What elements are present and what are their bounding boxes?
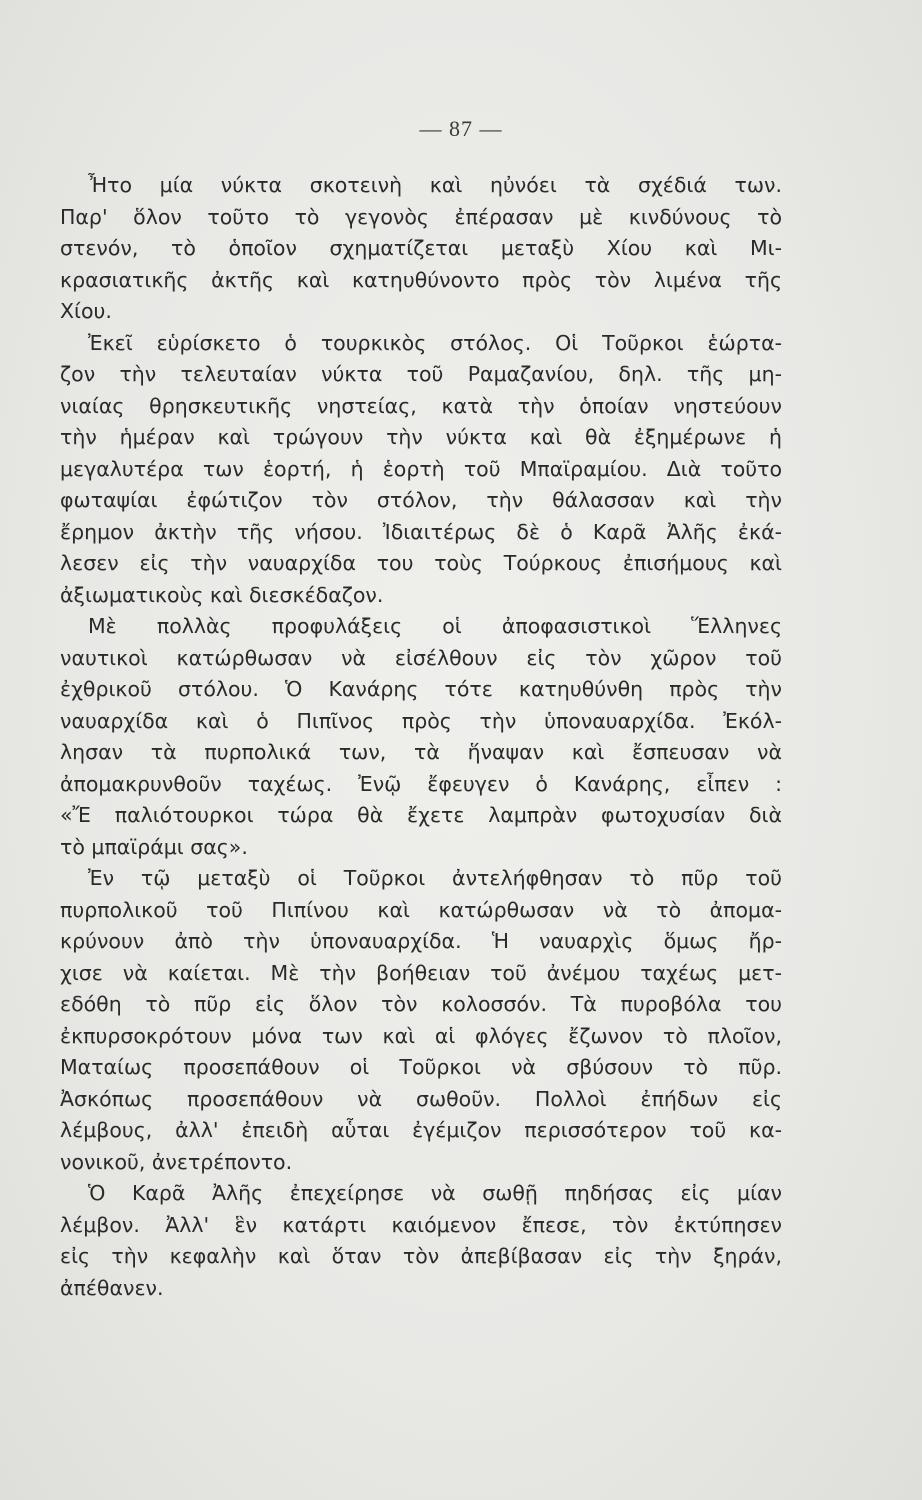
- text-line: στενόν, τὸ ὁποῖον σχηματίζεται μεταξὺ Χίου καὶ Μι-: [60, 236, 782, 260]
- text-line: Ἦτο μία νύκτα σκοτεινὴ καὶ ηὐνόει τὰ σχέδιά των.: [88, 173, 782, 197]
- text-line: «Ἔ παλιότουρκοι τώρα θὰ ἔχετε λαμπρὰν φωτοχυσίαν διὰ: [60, 803, 782, 827]
- text-line: μεγαλυτέρα των ἑορτή, ἡ ἑορτὴ τοῦ Μπαϊραμίου. Διὰ τοῦτο: [60, 456, 782, 481]
- paragraph-4: [60, 863, 782, 1178]
- text-line: ἀξιωματικοὺς καὶ διεσκέδαζον.: [60, 582, 384, 607]
- text-line: χισε νὰ καίεται. Μὲ τὴν βοήθειαν τοῦ ἀνέμου ταχέως μετ-: [60, 960, 782, 985]
- text-line: πυρπολικοῦ τοῦ Πιπίνου καὶ κατώρθωσαν νὰ τὸ ἀπομα-: [60, 897, 782, 922]
- text-line: λέμβους, ἀλλ' ἐπειδὴ αὗται ἐγέμιζον περισσότερον τοῦ κα-: [60, 1118, 782, 1142]
- paragraph-3: [60, 611, 782, 863]
- text-line: ζον τὴν τελευταίαν νύκτα τοῦ Ραμαζανίου, δηλ. τῆς μη-: [60, 362, 782, 386]
- text-line: λέμβον. Ἀλλ' ἓν κατάρτι καιόμενον ἔπεσε, τὸν ἐκτύπησεν: [60, 1212, 782, 1237]
- text-line: φωταψίαι ἐφώτιζον τὸν στόλον, τὴν θάλασσαν καὶ τὴν: [60, 488, 782, 512]
- paragraph-5: [60, 1178, 782, 1304]
- text-line: λεσεν εἰς τὴν ναυαρχίδα του τοὺς Τούρκους ἐπισήμους καὶ: [60, 551, 782, 575]
- text-line: Χίου.: [60, 299, 112, 323]
- text-line: ἐκπυρσοκρότουν μόνα των καὶ αἱ φλόγες ἔζωνον τὸ πλοῖον,: [60, 1023, 782, 1048]
- text-line: κρύνουν ἀπὸ τὴν ὑποναυαρχίδα. Ἡ ναυαρχὶς ὅμως ἤρ-: [60, 929, 782, 953]
- text-line: εἰς τὴν κεφαλὴν καὶ ὅταν τὸν ἀπεβίβασαν εἰς τὴν ξηράν,: [60, 1244, 782, 1268]
- text-line: Ἐν τῷ μεταξὺ οἱ Τοῦρκοι ἀντελήφθησαν τὸ πῦρ τοῦ: [88, 866, 782, 890]
- text-line: Ὁ Καρᾶ Ἀλῆς ἐπεχείρησε νὰ σωθῇ πηδήσας εἰς μίαν: [88, 1181, 782, 1205]
- text-line: τὴν ἡμέραν καὶ τρώγουν τὴν νύκτα καὶ θὰ ἐξημέρωνε ἡ: [60, 425, 782, 449]
- text-line: τὸ μπαϊράμι σας».: [60, 834, 248, 859]
- page-number: — 87 —: [419, 116, 503, 141]
- text-line: νιαίας θρησκευτικῆς νηστείας, κατὰ τὴν ὁποίαν νηστεύουν: [60, 393, 782, 418]
- text-line: Ματαίως προσεπάθουν οἱ Τοῦρκοι νὰ σβύσουν τὸ πῦρ.: [60, 1055, 782, 1079]
- text-line: ἀπομακρυνθοῦν ταχέως. Ἐνῷ ἔφευγεν ὁ Κανάρης, εἶπεν :: [60, 771, 782, 796]
- paragraph-2: [60, 328, 782, 612]
- text-line: Παρ' ὅλον τοῦτο τὸ γεγονὸς ἐπέρασαν μὲ κινδύνους τὸ: [60, 204, 782, 229]
- text-line: νονικοῦ, ἀνετρέποντο.: [60, 1149, 293, 1174]
- paragraph-1: [60, 170, 782, 328]
- text-line: ναυτικοὶ κατώρθωσαν νὰ εἰσέλθουν εἰς τὸν χῶρον τοῦ: [60, 645, 782, 670]
- text-line: ἀπέθανεν.: [60, 1275, 164, 1300]
- text-line: ναυαρχίδα καὶ ὁ Πιπῖνος πρὸς τὴν ὑποναυαρχίδα. Ἐκόλ-: [60, 708, 782, 733]
- text-line: ἐχθρικοῦ στόλου. Ὁ Κανάρης τότε κατηυθύνθη πρὸς τὴν: [60, 677, 782, 701]
- text-line: λησαν τὰ πυρπολικά των, τὰ ἥναψαν καὶ ἔσπευσαν νὰ: [60, 740, 782, 764]
- text-line: Ἀσκόπως προσεπάθουν νὰ σωθοῦν. Πολλοὶ ἐπήδων εἰς: [60, 1086, 782, 1111]
- text-line: κρασιατικῆς ἀκτῆς καὶ κατηυθύνοντο πρὸς τὸν λιμένα τῆς: [60, 267, 782, 292]
- text-line: Μὲ πολλὰς προφυλάξεις οἱ ἀποφασιστικοὶ Ἕλληνες: [88, 614, 782, 638]
- text-line: Ἐκεῖ εὑρίσκετο ὁ τουρκικὸς στόλος. Οἱ Τοῦρκοι ἑώρτα-: [88, 330, 782, 355]
- text-line: ἔρημον ἀκτὴν τῆς νήσου. Ἰδιαιτέρως δὲ ὁ Καρᾶ Ἀλῆς ἐκά-: [60, 519, 782, 544]
- body-text: [60, 170, 782, 1304]
- text-line: εδόθη τὸ πῦρ εἰς ὅλον τὸν κολοσσόν. Τὰ πυροβόλα του: [60, 992, 782, 1016]
